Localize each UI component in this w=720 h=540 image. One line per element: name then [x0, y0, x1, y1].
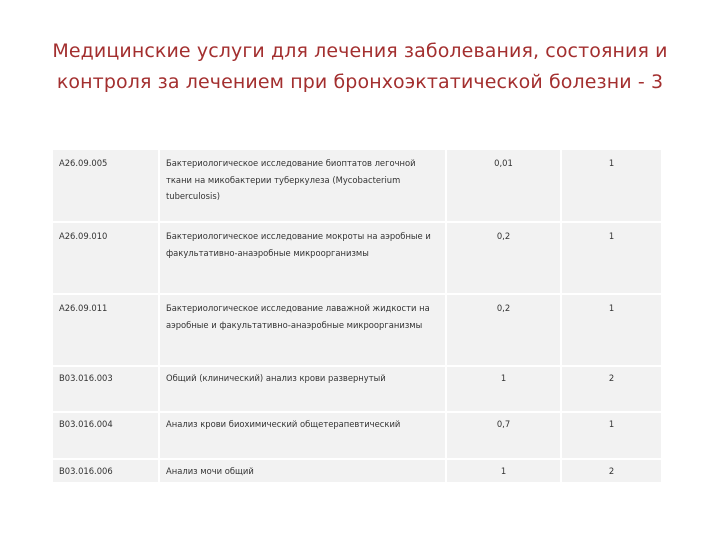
service-code-cell: B03.016.006 — [53, 460, 160, 484]
service-name-cell: Бактериологическое исследование лаважной жидкости на аэробные и факультативно-анаэробные микроорганизмы — [160, 295, 447, 367]
frequency-cell: 0,7 — [447, 413, 562, 460]
services-table — [53, 150, 661, 484]
frequency-cell: 1 — [447, 460, 562, 484]
slide-title — [30, 36, 690, 98]
multiplicity-cell: 1 — [562, 295, 661, 367]
service-code-cell: B03.016.003 — [53, 367, 160, 413]
service-name-cell: Бактериологическое исследование мокроты на аэробные и факультативно-анаэробные микроорганизмы — [160, 223, 447, 295]
service-code-cell: A26.09.010 — [53, 223, 160, 295]
multiplicity-cell: 2 — [562, 460, 661, 484]
service-name-cell: Анализ мочи общий — [160, 460, 447, 484]
slide-title-line-1: Медицинские услуги для лечения заболевания, состояния и — [52, 40, 668, 62]
frequency-cell: 1 — [447, 367, 562, 413]
frequency-cell: 0,2 — [447, 295, 562, 367]
service-name-cell: Общий (клинический) анализ крови развернутый — [160, 367, 447, 413]
frequency-cell: 0,01 — [447, 150, 562, 223]
service-name-cell: Анализ крови биохимический общетерапевтический — [160, 413, 447, 460]
table-row — [53, 150, 661, 223]
table-row — [53, 367, 661, 413]
table-row — [53, 413, 661, 460]
multiplicity-cell: 1 — [562, 150, 661, 223]
multiplicity-cell: 1 — [562, 413, 661, 460]
multiplicity-cell: 1 — [562, 223, 661, 295]
multiplicity-cell: 2 — [562, 367, 661, 413]
service-code-cell: B03.016.004 — [53, 413, 160, 460]
table-row — [53, 295, 661, 367]
service-code-cell: A26.09.011 — [53, 295, 160, 367]
service-code-cell: A26.09.005 — [53, 150, 160, 223]
table-row — [53, 460, 661, 484]
frequency-cell: 0,2 — [447, 223, 562, 295]
table-row — [53, 223, 661, 295]
service-name-cell: Бактериологическое исследование биоптатов легочной ткани на микобактерии туберкулеза (Mycobacterium tuberculosis) — [160, 150, 447, 223]
slide-title-line-2: контроля за лечением при бронхоэктатической болезни - 3 — [56, 71, 664, 93]
